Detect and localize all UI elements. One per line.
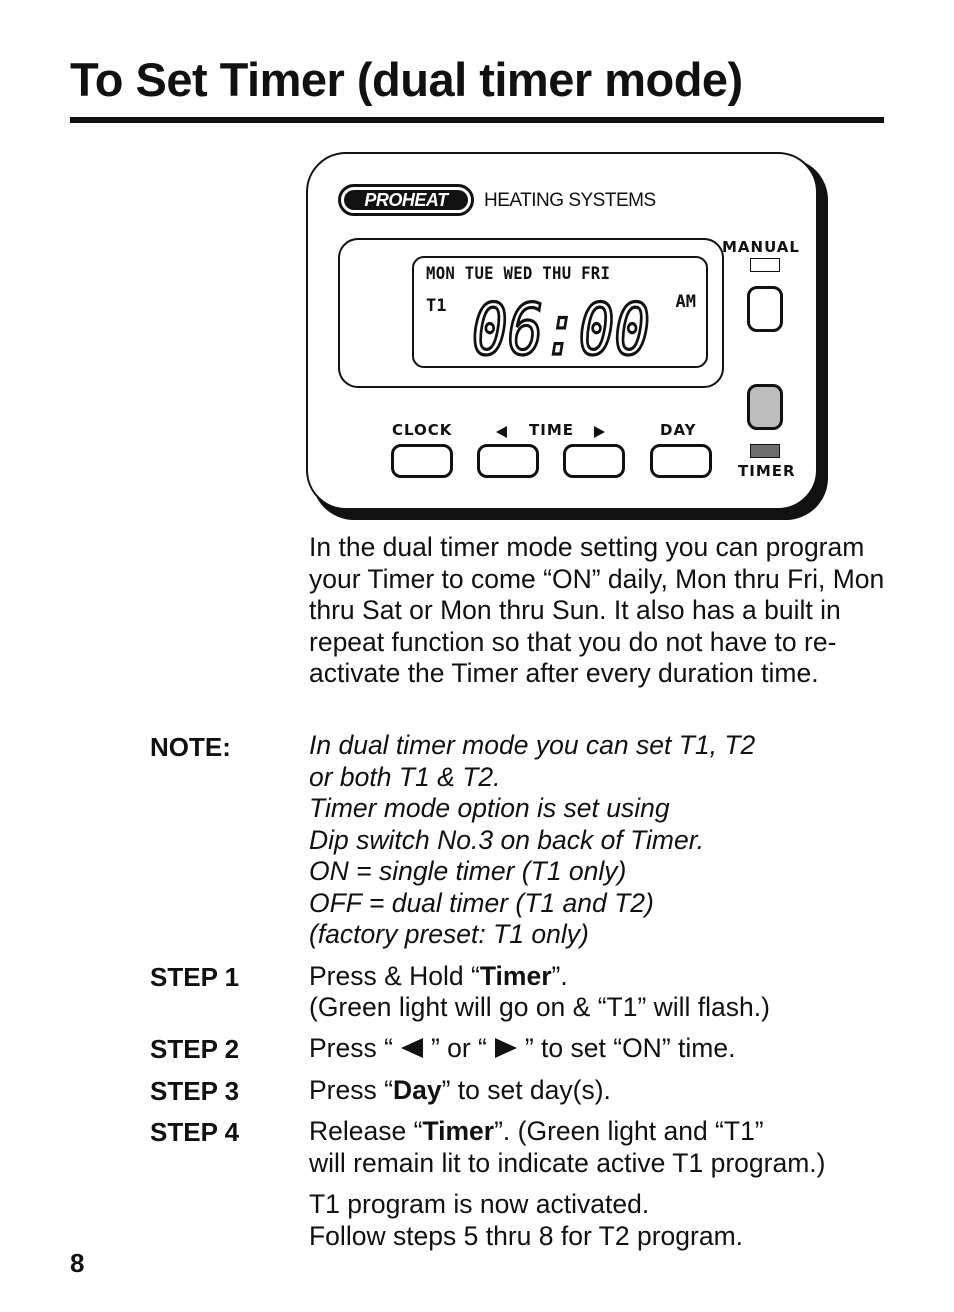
time-label: TIME <box>529 421 574 439</box>
step-1-text <box>309 961 568 993</box>
step-3-bold: Day <box>392 1075 442 1105</box>
step-2-mid: ” or “ <box>430 1033 487 1063</box>
clock-label: CLOCK <box>392 421 453 439</box>
right-arrow-icon <box>495 1038 517 1058</box>
note-line: OFF = dual timer (T1 and T2) <box>309 888 654 918</box>
logo-text: PROHEAT <box>364 189 448 210</box>
closing-line: T1 program is now activated. <box>309 1189 650 1219</box>
lcd-ampm: AM <box>675 292 696 312</box>
lcd-timer-indicator: T1 <box>426 296 447 316</box>
note-line: In dual timer mode you can set T1, T2 <box>309 730 756 760</box>
step-1-bold: Timer <box>479 961 552 991</box>
note-line: or both T1 & T2. <box>309 762 501 792</box>
note-line: ON = single timer (T1 only) <box>309 856 627 886</box>
time-back-button[interactable] <box>477 444 539 478</box>
timer-button[interactable] <box>747 384 783 430</box>
step-3-pre: Press “ <box>309 1075 393 1105</box>
step-1-pre: Press & Hold “ <box>309 961 480 991</box>
step-1-label: STEP 1 <box>150 962 240 992</box>
right-arrow-icon <box>594 426 605 438</box>
step-3-post: ” to set day(s). <box>441 1075 611 1105</box>
step-4-detail: will remain lit to indicate active T1 program.) <box>309 1148 826 1178</box>
step-4-label: STEP 4 <box>150 1117 240 1147</box>
page-number: 8 <box>70 1248 85 1278</box>
note-line: Timer mode option is set using <box>309 793 670 823</box>
time-forward-button[interactable] <box>563 444 625 478</box>
timer-led <box>750 444 780 458</box>
lcd-days: MON TUE WED THU FRI <box>426 264 611 284</box>
lcd-display <box>412 256 708 368</box>
step-2-post: ” to set “ON” time. <box>524 1033 736 1063</box>
title-rule <box>70 117 884 123</box>
step-4-post: ”. (Green light and “T1” <box>494 1116 764 1146</box>
manual-button[interactable] <box>747 286 783 332</box>
timer-label: TIMER <box>738 462 796 480</box>
step-4-bold: Timer <box>422 1116 495 1146</box>
day-label: DAY <box>660 421 697 439</box>
intro-paragraph: In the dual timer mode setting you can program your Timer to come “ON” daily, Mon thru Fri, Mon thru Sat or Mon thru Sun. It also has a built in repeat function so that you do not have to re-activate the Timer after every duration time. <box>309 532 885 688</box>
step-2-text <box>309 1033 735 1065</box>
brand-subtitle: HEATING SYSTEMS <box>484 190 656 211</box>
left-arrow-icon <box>401 1038 423 1058</box>
step-4-pre: Release “ <box>309 1116 423 1146</box>
day-button[interactable] <box>650 444 712 478</box>
lcd-time-digits <box>472 296 652 360</box>
manual-led <box>750 258 780 272</box>
lcd-bezel <box>338 238 724 388</box>
step-2-label: STEP 2 <box>150 1034 240 1064</box>
step-4-text <box>309 1116 764 1148</box>
page-title: To Set Timer (dual timer mode) <box>70 53 743 106</box>
proheat-logo <box>338 184 474 216</box>
step-1-detail: (Green light will go on & “T1” will flash.) <box>309 992 770 1022</box>
step-2-pre: Press “ <box>309 1033 393 1063</box>
lcd-time: 06:00 <box>472 296 650 360</box>
left-arrow-icon <box>496 426 507 438</box>
timer-device <box>306 152 818 510</box>
closing-line: Follow steps 5 thru 8 for T2 program. <box>309 1221 744 1251</box>
note-line: Dip switch No.3 on back of Timer. <box>309 825 704 855</box>
clock-button[interactable] <box>391 444 453 478</box>
step-3-text <box>309 1075 611 1107</box>
note-line: (factory preset: T1 only) <box>309 919 589 949</box>
note-label: NOTE: <box>150 732 231 762</box>
step-3-label: STEP 3 <box>150 1076 240 1106</box>
manual-label: MANUAL <box>722 238 800 256</box>
step-1-post: ”. <box>551 961 568 991</box>
